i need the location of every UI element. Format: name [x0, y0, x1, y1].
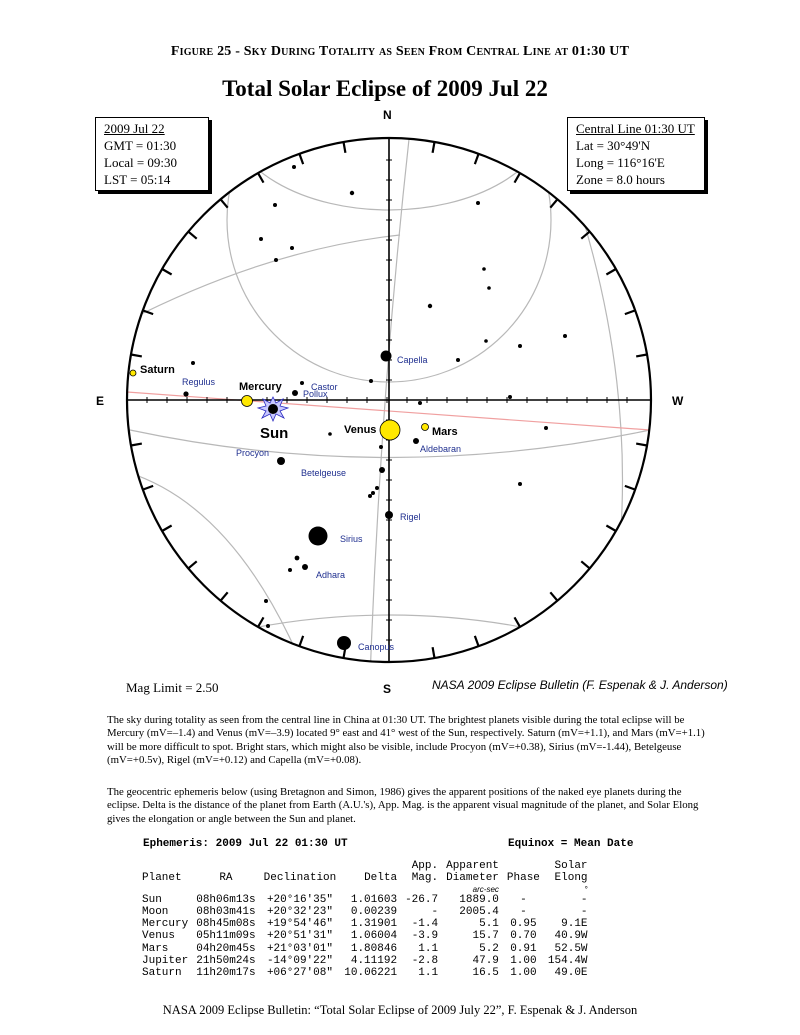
star-dot	[337, 636, 351, 650]
ephemeris-cell: -	[431, 905, 439, 918]
page-footer: NASA 2009 Eclipse Bulletin: “Total Solar Eclipse of 2009 July 22”, F. Espenak & J. Anderson	[162, 1003, 638, 1017]
label-pollux: Pollux	[303, 389, 328, 399]
ephemeris-cell: Solar	[554, 860, 588, 872]
ephemeris-cell: 08h06m13s	[196, 893, 256, 906]
ephemeris-cell	[340, 860, 401, 872]
ephemeris-cell: Jupiter	[142, 955, 189, 968]
time-lst: LST = 05:14	[104, 172, 171, 187]
horizon-tick	[625, 486, 635, 490]
description-paragraph: The sky during totality as seen from the central line in China at 01:30 UT. The brightest planets visible during the total eclipse will be Mercury (mV=–1.4) and Venus (mV=–3.9) located 9° east and 41° west of the Sun, respectively. Saturn (mV=+1.1), and Mars (mV=+1.1) will be more difficult to spot. Bright stars, which might also be visible, include Procyon (mV=+0.38), Sirius (mV=-1.44), Betelgeuse (mV=+0.5v), Rigel (mV=+0.12) and Capella (mV=+0.08).	[107, 714, 705, 767]
location-info-box	[567, 117, 705, 191]
label-aldebaran: Aldebaran	[420, 444, 462, 454]
ephemeris-cell	[340, 885, 401, 894]
star-dot	[274, 258, 278, 262]
ephemeris-row	[138, 943, 592, 955]
label-sun: Sun	[260, 425, 289, 442]
horizon-tick	[606, 526, 616, 532]
ephemeris-row	[138, 918, 592, 930]
ephemeris-cell	[401, 885, 442, 894]
location-long: Long = 116°16'E	[576, 155, 665, 170]
ephemeris-row	[138, 955, 592, 967]
horizon-tick	[625, 310, 635, 314]
ephemeris-cell: -	[580, 893, 588, 906]
star-dot	[309, 527, 328, 546]
ephemeris-cell	[192, 885, 259, 894]
star-dot	[375, 486, 379, 490]
star-dot	[191, 361, 195, 365]
ephemeris-cell: -26.7	[405, 893, 439, 906]
horizon-tick	[162, 526, 172, 532]
compass-west: W	[672, 394, 684, 408]
mars-marker	[422, 424, 429, 431]
ephemeris-row	[138, 906, 592, 918]
ephemeris-cell: RA	[219, 872, 233, 885]
label-venus: Venus	[344, 424, 377, 436]
ephemeris-cell: 1.01603	[350, 893, 398, 906]
star-dot	[508, 395, 512, 399]
ephemeris-cell: 1.1	[418, 967, 439, 980]
star-dot	[350, 191, 354, 195]
star-dot	[266, 624, 270, 628]
label-castor: Castor	[311, 382, 338, 392]
ephemeris-cell: Venus	[142, 930, 176, 943]
ephemeris-cell: +21°03'01"	[266, 942, 333, 955]
star-dot	[328, 432, 332, 436]
ephemeris-cell: +20°32'23"	[266, 905, 333, 918]
ephemeris-units-row	[138, 885, 592, 894]
label-capella: Capella	[397, 355, 428, 365]
ephemeris-cell: Apparent	[446, 860, 499, 872]
ephemeris-cell: 0.70	[510, 930, 537, 943]
ephemeris-cell: 4.11192	[350, 955, 398, 968]
ephemeris-cell	[192, 860, 259, 872]
ephemeris-cell: 08h45m08s	[196, 918, 256, 931]
ephemeris-cell: 05h11m09s	[196, 930, 256, 943]
saturn-marker	[130, 370, 136, 376]
ephemeris-cell: Elong	[554, 872, 588, 885]
mag-limit: Mag Limit = 2.50	[126, 680, 219, 695]
compass-north: N	[383, 108, 392, 122]
star-dot	[482, 267, 486, 271]
ephemeris-cell: -	[520, 905, 527, 918]
star-dot	[487, 286, 491, 290]
ephemeris-cell: 1.00	[510, 955, 537, 968]
ephemeris-cell: Saturn	[142, 967, 182, 980]
compass-east: E	[96, 394, 105, 408]
star-dot	[290, 246, 294, 250]
star-dot	[183, 391, 188, 396]
ephemeris-cell: App.	[411, 860, 439, 872]
star-dot	[413, 438, 419, 444]
ephemeris-cell: 5.1	[479, 918, 499, 931]
star-dot	[300, 381, 304, 385]
ephemeris-cell: 0.95	[510, 918, 537, 931]
venus-marker	[380, 420, 400, 440]
star-dot	[371, 491, 375, 495]
ephemeris-cell: +20°51'31"	[266, 930, 333, 943]
star-dot	[518, 344, 522, 348]
ephemeris-header-row	[138, 860, 592, 872]
compass-south: S	[383, 682, 392, 696]
time-local: Local = 09:30	[104, 155, 178, 170]
star-dot	[418, 401, 422, 405]
star-dot	[368, 494, 372, 498]
star-dot	[484, 339, 488, 343]
ephemeris-title: Ephemeris: 2009 Jul 22 01:30 UT	[143, 838, 348, 850]
ephemeris-cell: 1889.0	[459, 893, 499, 906]
ephemeris-cell: Moon	[142, 905, 169, 918]
star-dot	[369, 379, 373, 383]
horizon-tick	[299, 636, 303, 646]
horizon-tick	[162, 269, 172, 275]
ephemeris-cell: Mars	[142, 942, 169, 955]
chart-credit: NASA 2009 Eclipse Bulletin (F. Espenak & J. Anderson)	[432, 678, 728, 692]
ephemeris-cell: 1.1	[418, 942, 439, 955]
ephemeris-cell: °	[584, 884, 588, 894]
time-info-box	[95, 117, 209, 191]
label-sirius: Sirius	[340, 534, 363, 544]
ephemeris-cell: Declination	[263, 872, 337, 885]
ephemeris-header-row	[138, 872, 592, 884]
ephemeris-table	[138, 860, 592, 980]
ephemeris-cell: 47.9	[472, 955, 499, 968]
ephemeris-cell: 10.06221	[344, 967, 398, 980]
ephemeris-cell: +19°54'46"	[266, 918, 333, 931]
label-saturn: Saturn	[140, 364, 175, 376]
label-mercury: Mercury	[239, 381, 282, 393]
horizon-tick	[258, 617, 264, 627]
ephemeris-cell: 1.31901	[350, 918, 398, 931]
horizon-tick	[131, 355, 142, 357]
star-dot	[563, 334, 567, 338]
ephemeris-cell: -3.9	[411, 930, 439, 943]
main-title: Total Solar Eclipse of 2009 Jul 22	[222, 76, 548, 101]
horizon-tick	[258, 173, 264, 183]
label-adhara: Adhara	[316, 570, 346, 580]
star-dot	[277, 457, 285, 465]
horizon-tick	[188, 561, 196, 568]
horizon-tick	[433, 142, 435, 153]
horizon-tick	[221, 199, 228, 207]
ephemeris-cell: 16.5	[472, 967, 499, 980]
ephemeris-cell	[138, 860, 192, 872]
star-dot	[295, 556, 300, 561]
ephemeris-cell: 1.06004	[350, 930, 398, 943]
figure-title: Figure 25 - Sky During Totality as Seen From Central Line at 01:30 UT	[170, 44, 630, 59]
time-date: 2009 Jul 22	[104, 121, 165, 136]
ephemeris-cell	[503, 885, 544, 894]
ephemeris-cell: 0.00239	[350, 905, 398, 918]
label-canopus: Canopus	[358, 642, 395, 652]
ephemeris-cell: +20°16'35"	[266, 893, 333, 906]
horizon-tick	[299, 154, 303, 164]
horizon-tick	[475, 636, 479, 646]
ephemeris-row	[138, 930, 592, 942]
ephemeris-cell: 0.91	[510, 942, 537, 955]
ephemeris-cell: Planet	[142, 872, 182, 885]
time-gmt: GMT = 01:30	[104, 138, 177, 153]
ephemeris-cell: Sun	[142, 893, 162, 906]
star-dot	[476, 201, 480, 205]
ephemeris-cell: -	[580, 905, 588, 918]
star-dot	[379, 467, 385, 473]
horizon-tick	[606, 269, 616, 275]
ephemeris-cell: 04h20m45s	[196, 942, 256, 955]
horizon-tick	[636, 444, 647, 446]
ephemeris-cell: arc-sec	[472, 884, 499, 894]
ephemeris-cell: 21h50m24s	[196, 955, 256, 968]
star-dot	[385, 511, 393, 519]
ephemeris-cell: -14°09'22"	[266, 955, 333, 968]
ephemeris-cell: Diameter	[446, 872, 499, 885]
ephemeris-cell: 15.7	[472, 930, 499, 943]
ephemeris-description: The geocentric ephemeris below (using Bretagnon and Simon, 1986) gives the apparent positions of the naked eye planets during the eclipse. Delta is the distance of the planet from Earth (A.U.'s), App. Mag. is the apparent visual magnitude of the planet, and Solar Elong gives the elongation or angle between the Sun and planet.	[107, 786, 699, 825]
horizon-tick	[550, 199, 557, 207]
horizon-tick	[550, 592, 557, 600]
horizon-tick	[143, 486, 153, 490]
horizon-tick	[581, 561, 589, 568]
ephemeris-cell: 9.1E	[561, 918, 588, 931]
star-dot	[292, 390, 298, 396]
star-dot	[292, 165, 296, 169]
star-dot	[381, 351, 392, 362]
ephemeris-cell	[260, 885, 341, 894]
location-lat: Lat = 30°49'N	[576, 138, 651, 153]
ephemeris-cell: 154.4W	[547, 955, 588, 968]
horizon-tick	[636, 355, 647, 357]
mercury-marker	[242, 396, 253, 407]
ephemeris-cell: 08h03m41s	[196, 905, 256, 918]
ephemeris-cell: 49.0E	[554, 967, 588, 980]
ephemeris-cell: +06°27'08"	[266, 967, 333, 980]
ephemeris-cell: Phase	[506, 872, 540, 885]
star-dot	[264, 599, 268, 603]
label-mars: Mars	[432, 426, 458, 438]
ephemeris-cell: 52.5W	[554, 942, 588, 955]
star-dot	[273, 203, 277, 207]
label-regulus: Regulus	[182, 377, 216, 387]
ephemeris-cell: Mercury	[142, 918, 189, 931]
horizon-tick	[188, 232, 196, 239]
star-dot	[302, 564, 308, 570]
ephemeris-cell	[503, 860, 544, 872]
label-procyon: Procyon	[236, 448, 270, 458]
ephemeris-cell: Mag.	[411, 872, 439, 885]
ephemeris-cell: 5.2	[479, 942, 499, 955]
ephemeris-cell: -	[520, 893, 527, 906]
horizon-tick	[475, 154, 479, 164]
star-dot	[288, 568, 292, 572]
horizon-tick	[131, 444, 142, 446]
ephemeris-cell	[260, 860, 341, 872]
ephemeris-equinox: Equinox = Mean Date	[508, 838, 634, 850]
ephemeris-cell: 40.9W	[554, 930, 588, 943]
horizon-tick	[344, 142, 346, 153]
ephemeris-cell: -2.8	[411, 955, 439, 968]
star-dot	[259, 237, 263, 241]
ephemeris-cell: 1.80846	[350, 942, 398, 955]
ephemeris-cell: Delta	[364, 872, 398, 885]
star-dot	[379, 445, 383, 449]
ephemeris-cell: -1.4	[411, 918, 439, 931]
label-rigel: Rigel	[400, 512, 421, 522]
ephemeris-cell: 1.00	[510, 967, 537, 980]
star-dot	[456, 358, 460, 362]
location-zone: Zone = 8.0 hours	[576, 172, 665, 187]
star-dot	[518, 482, 522, 486]
ephemeris-row	[138, 967, 592, 979]
ephemeris-cell: 11h20m17s	[196, 967, 256, 980]
star-dot	[544, 426, 548, 430]
horizon-tick	[433, 647, 435, 658]
label-betelgeuse: Betelgeuse	[301, 468, 347, 478]
ephemeris-cell	[138, 885, 192, 894]
horizon-tick	[515, 173, 521, 183]
horizon-tick	[221, 592, 228, 600]
ephemeris-row	[138, 894, 592, 906]
ephemeris-cell: 2005.4	[459, 905, 499, 918]
location-header: Central Line 01:30 UT	[576, 121, 695, 136]
star-dot	[428, 304, 432, 308]
